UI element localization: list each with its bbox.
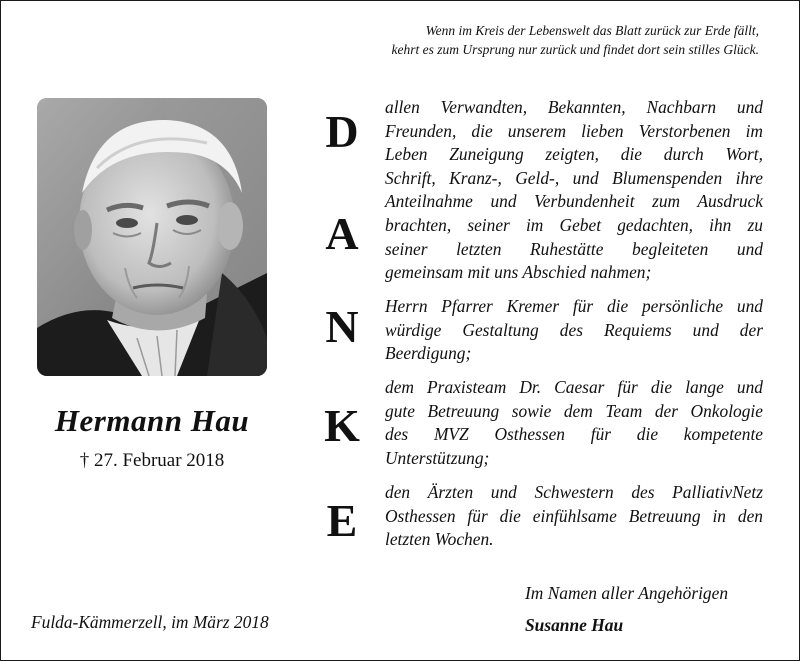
text-line: Herrn Pfarrer Kremer für die persönliche und: [385, 296, 763, 316]
text-line: Anteilnahme und Verbundenheit zum Ausdruck: [385, 191, 763, 212]
text-line: Leben Zuneigung zeigten, die durch Wort,: [385, 144, 763, 165]
thanks-paragraph-palliative: [385, 481, 763, 552]
motto-line-2: kehrt es zum Ursprung nur zurück und findet dort sein stilles Glück.: [391, 42, 759, 57]
text-line: seiner letzten Ruhestätte begleiteten und: [385, 238, 763, 259]
danke-letter-d: D: [325, 106, 359, 157]
thanks-paragraph-relatives: [385, 96, 763, 285]
text-line: Osthessen für die einfühlsame Betreuung in den: [385, 505, 763, 526]
death-date: † 27. Februar 2018: [79, 450, 225, 471]
thanks-paragraph-practice: [385, 376, 763, 470]
text-line: letzten Wochen.: [385, 529, 494, 550]
text-line: Beerdigung;: [385, 343, 472, 364]
place-and-date: Fulda-Kämmerzell, im März 2018: [31, 612, 269, 632]
deceased-name: Hermann Hau: [54, 403, 250, 438]
thanks-paragraph-pastor: [385, 295, 763, 366]
text-line: Unterstützung;: [385, 447, 490, 468]
text-line: den Ärzten und Schwestern des PalliativNetz: [385, 482, 763, 502]
text-line: dem Praxisteam Dr. Caesar für die lange und: [385, 377, 763, 397]
motto-line-1: Wenn im Kreis der Lebenswelt das Blatt zurück zur Erde fällt,: [425, 23, 759, 38]
motto-verse: [239, 21, 759, 59]
text-line: brachten, seiner im Gebet gedachten, ihn zu: [385, 214, 763, 235]
on-behalf-line: Im Namen aller Angehörigen: [525, 583, 729, 603]
portrait-photo-icon: [37, 98, 267, 376]
text-line: des MVZ Osthessen für die kompetente: [385, 424, 763, 445]
text-line: würdige Gestaltung des Requiems und der: [385, 319, 763, 340]
text-line: gemeinsam mit uns Abschied nahmen;: [385, 262, 652, 283]
text-line: Schrift, Kranz-, Geld-, und Blumenspenden ihre: [385, 167, 763, 188]
danke-letter-a: A: [325, 208, 359, 259]
text-line: Freunden, die unserem lieben Verstorbenen im: [385, 120, 763, 141]
text-line: allen Verwandten, Bekannten, Nachbarn und: [385, 97, 763, 117]
signer-name: Susanne Hau: [525, 615, 624, 635]
text-line: gute Betreuung sowie dem Team der Onkologie: [385, 400, 763, 421]
danke-letter-k: K: [324, 400, 360, 451]
danke-letter-n: N: [325, 301, 359, 352]
danke-letter-e: E: [326, 495, 358, 546]
